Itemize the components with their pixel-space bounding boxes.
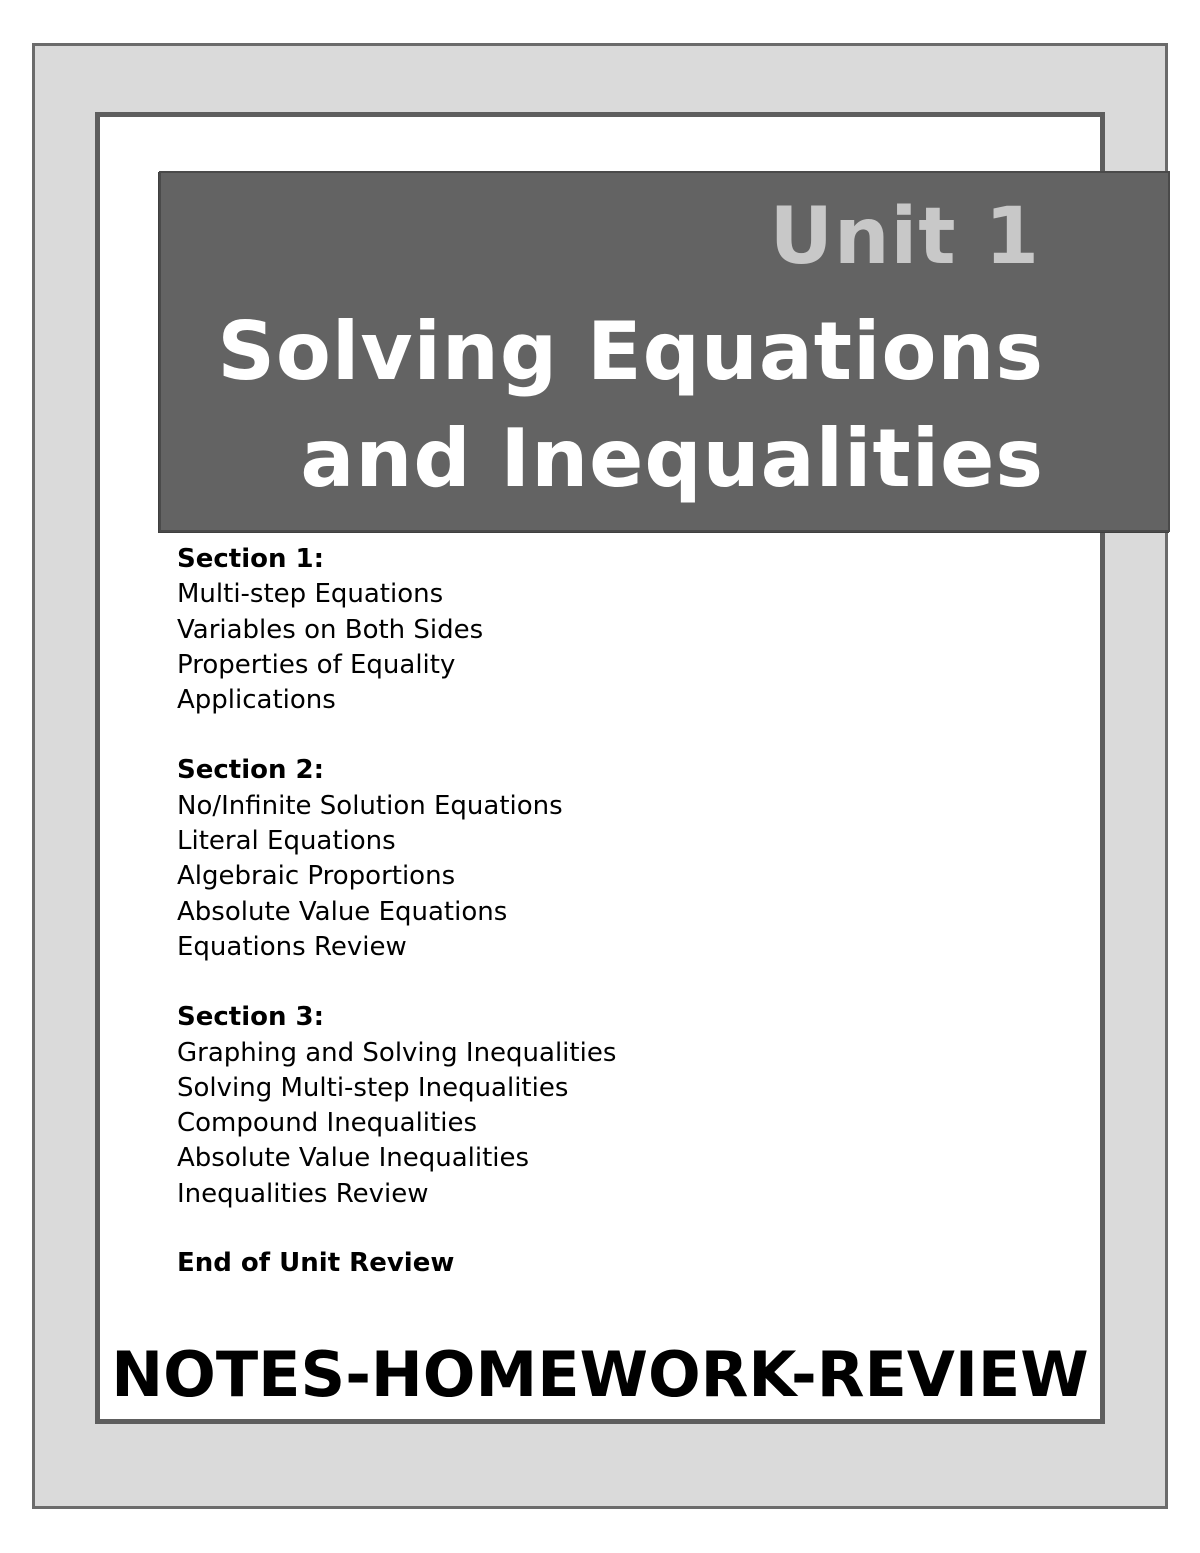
topic-item: Applications [177, 685, 336, 716]
topic-item: Algebraic Proportions [177, 861, 456, 892]
topic-item: Compound Inequalities [177, 1108, 477, 1139]
topic-item: Properties of Equality [177, 649, 456, 680]
topic-item: Literal Equations [177, 826, 396, 857]
section-2 [177, 753, 877, 965]
section-heading: Section 2: [177, 755, 325, 786]
topic-item: Solving Multi-step Inequalities [177, 1072, 569, 1103]
unit-title [217, 298, 1044, 512]
unit-title-line-1: Solving Equations [217, 305, 1044, 398]
topic-item: No/Infinite Solution Equations [177, 790, 563, 821]
topic-item: Absolute Value Equations [177, 896, 508, 927]
unit-title-line-2: and Inequalities [300, 412, 1044, 505]
section-1 [177, 542, 877, 718]
topic-item: Inequalities Review [177, 1178, 429, 1209]
topic-item: Graphing and Solving Inequalities [177, 1037, 617, 1068]
title-banner [159, 171, 1170, 532]
topic-item: Equations Review [177, 931, 407, 962]
section-heading: Section 3: [177, 1002, 325, 1033]
topic-item: Absolute Value Inequalities [177, 1143, 530, 1174]
table-of-contents [177, 542, 877, 1281]
end-of-unit-review: End of Unit Review [177, 1248, 455, 1279]
unit-label: Unit 1 [769, 192, 1040, 282]
topic-item: Multi-step Equations [177, 579, 444, 610]
section-3 [177, 1000, 877, 1212]
section-heading: Section 1: [177, 544, 325, 574]
footer-label: NOTES-HOMEWORK-REVIEW [111, 1338, 1089, 1411]
topic-item: Variables on Both Sides [177, 614, 484, 645]
